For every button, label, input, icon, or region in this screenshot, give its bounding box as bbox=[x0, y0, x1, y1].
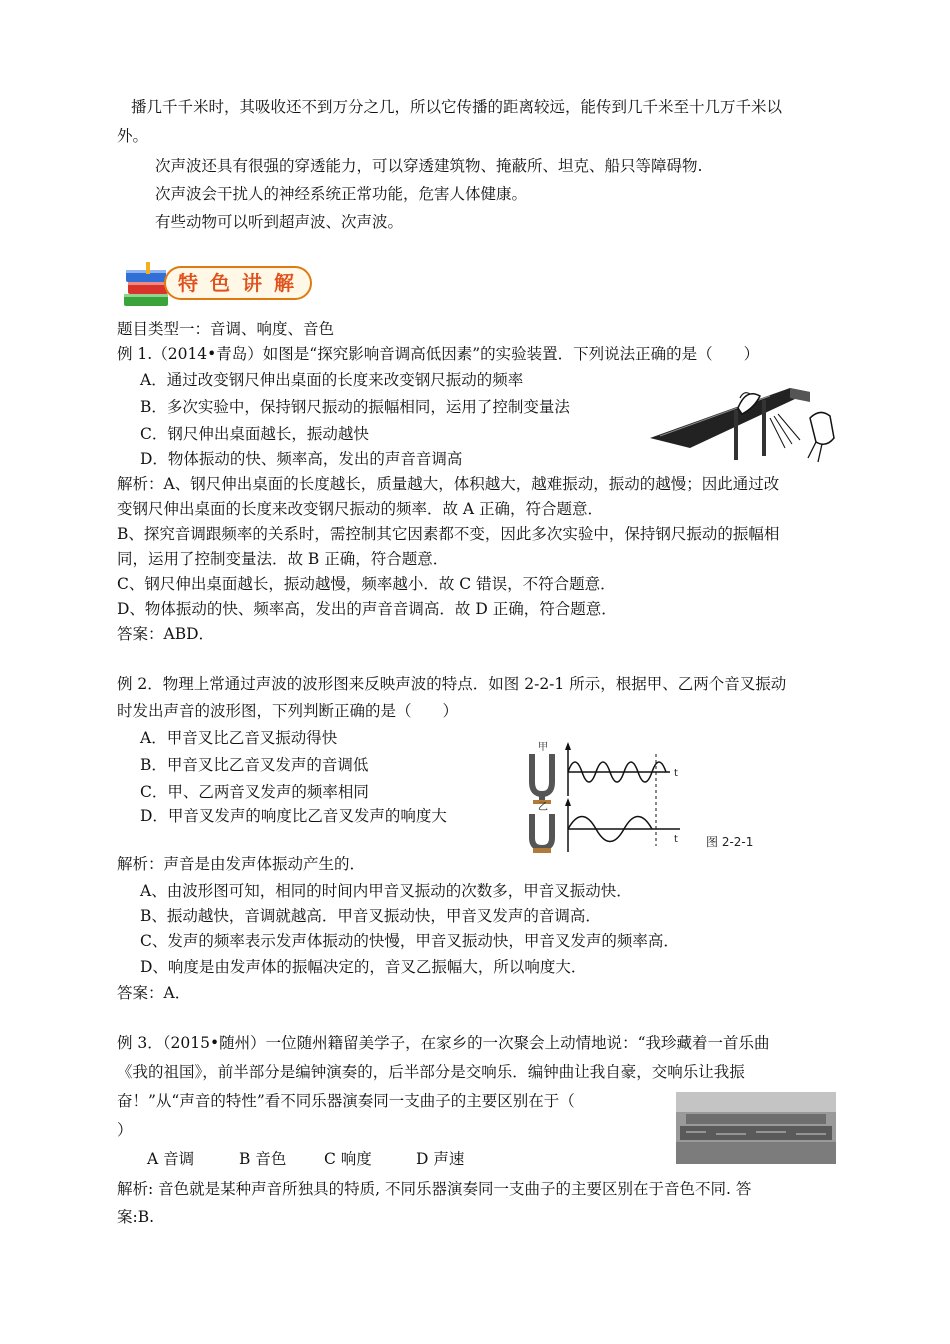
ex1-analysis-6: D、物体振动的快、频率高，发出的声音音调高．故 D 正确，符合题意． bbox=[117, 600, 617, 618]
orchestra-photo bbox=[676, 1092, 836, 1164]
ex2-option-c: C．甲、乙两音叉发声的频率相同 bbox=[140, 783, 369, 801]
ex2-analysis-c: C、发声的频率表示发声体振动的快慢，甲音叉振动快，甲音叉发声的频率高． bbox=[140, 932, 679, 950]
intro-line-2: 外。 bbox=[117, 127, 149, 145]
tuning-fork-waveform-figure bbox=[520, 738, 770, 856]
ex1-question: 例 1.（2014•青岛）如图是“探究影响音调高低因素”的实验装置．下列说法正确的是（ ） bbox=[117, 345, 760, 363]
ex2-question-line-2: 时发出声音的波形图，下列判断正确的是（ ） bbox=[117, 702, 459, 720]
ex2-analysis-d: D、响度是由发声体的振幅决定的，音叉乙振幅大，所以响度大． bbox=[140, 958, 587, 976]
ex3-analysis-line-2: 案:B. bbox=[117, 1208, 155, 1226]
intro-line-1: 播几千千米时，其吸收还不到万分之几，所以它传播的距离较远，能传到几千米至十几万千米以 bbox=[131, 98, 783, 116]
ex1-option-c: C．钢尺伸出桌面越长，振动越快 bbox=[140, 425, 369, 443]
ex3-option-b: B 音色 bbox=[239, 1150, 287, 1168]
ex1-answer: 答案：ABD． bbox=[117, 625, 215, 643]
ex3-question-line-3: 奋！”从“声音的特性”看不同乐器演奏同一支曲子的主要区别在于（ bbox=[117, 1092, 575, 1110]
ex1-analysis-4: 同，运用了控制变量法．故 B 正确，符合题意． bbox=[117, 550, 449, 568]
ex3-option-a: A 音调 bbox=[147, 1150, 195, 1168]
feature-banner bbox=[120, 260, 320, 308]
ex1-analysis-2: 变钢尺伸出桌面的长度来改变钢尺振动的频率．故 A 正确，符合题意． bbox=[117, 500, 604, 518]
ex1-analysis-5: C、钢尺伸出桌面越长，振动越慢，频率越小．故 C 错误，不符合题意． bbox=[117, 575, 616, 593]
intro-line-4: 次声波会干扰人的神经系统正常功能，危害人体健康。 bbox=[155, 185, 528, 203]
ex2-option-d: D．甲音叉发声的响度比乙音叉发声的响度大 bbox=[140, 807, 447, 825]
ex1-analysis-1: 解析：A、钢尺伸出桌面的长度越长，质量越大，体积越大，越难振动，振动的越慢；因此通过改 bbox=[117, 475, 780, 493]
ex2-analysis-b: B、振动越快，音调就越高．甲音叉振动快，甲音叉发声的音调高． bbox=[140, 907, 601, 925]
intro-line-3: 次声波还具有很强的穿透能力，可以穿透建筑物、掩蔽所、坦克、船只等障碍物. bbox=[155, 157, 703, 175]
fig-label-yi: 乙 bbox=[538, 802, 548, 813]
ex3-question-line-4: ） bbox=[117, 1121, 133, 1139]
fig-axis-t-top: t bbox=[674, 768, 678, 779]
steel-ruler-figure bbox=[650, 378, 850, 478]
fig-caption: 图 2-2-1 bbox=[706, 835, 754, 849]
ex2-question-line-1: 例 2．物理上常通过声波的波形图来反映声波的特点．如图 2-2-1 所示，根据甲、乙两个音叉振动 bbox=[117, 675, 787, 693]
ex2-option-b: B．甲音叉比乙音叉发声的音调低 bbox=[140, 756, 369, 774]
ex3-analysis-line-1: 解析: 音色就是某种声音所独具的特质, 不同乐器演奏同一支曲子的主要区别在于音色不同. 答 bbox=[117, 1180, 752, 1198]
ex1-analysis-3: B、探究音调跟频率的关系时，需控制其它因素都不变，因此多次实验中，保持钢尺振动的振幅相 bbox=[117, 525, 780, 543]
ex3-option-c: C 响度 bbox=[324, 1150, 372, 1168]
question-type-title: 题目类型一：音调、响度、音色 bbox=[117, 320, 335, 338]
ex2-answer: 答案：A． bbox=[117, 984, 191, 1002]
ex3-question-line-1: 例 3．（2015•随州）一位随州籍留美学子，在家乡的一次聚会上动情地说：“我珍藏着一首乐曲 bbox=[117, 1034, 770, 1052]
ex1-option-d: D．物体振动的快、频率高，发出的声音音调高 bbox=[140, 450, 463, 468]
ex2-option-a: A．甲音叉比乙音叉振动得快 bbox=[140, 729, 338, 747]
ex1-option-a: A．通过改变钢尺伸出桌面的长度来改变钢尺振动的频率 bbox=[140, 371, 524, 389]
ex2-analysis-a: A、由波形图可知，相同的时间内甲音叉振动的次数多，甲音叉振动快． bbox=[140, 882, 632, 900]
ex2-analysis-intro: 解析：声音是由发声体振动产生的． bbox=[117, 855, 366, 873]
fig-label-jia: 甲 bbox=[538, 742, 548, 753]
ex3-question-line-2: 《我的祖国》，前半部分是编钟演奏的，后半部分是交响乐．编钟曲让我自豪，交响乐让我振 bbox=[117, 1063, 745, 1081]
banner-title: 特色讲解 bbox=[178, 271, 306, 295]
ex1-option-b: B．多次实验中，保持钢尺振动的振幅相同，运用了控制变量法 bbox=[140, 398, 570, 416]
intro-line-5: 有些动物可以听到超声波、次声波。 bbox=[155, 213, 404, 231]
ex3-options bbox=[147, 1148, 464, 1170]
fig-axis-t-bottom: t bbox=[674, 834, 678, 845]
ex3-option-d: D 声速 bbox=[416, 1150, 465, 1168]
